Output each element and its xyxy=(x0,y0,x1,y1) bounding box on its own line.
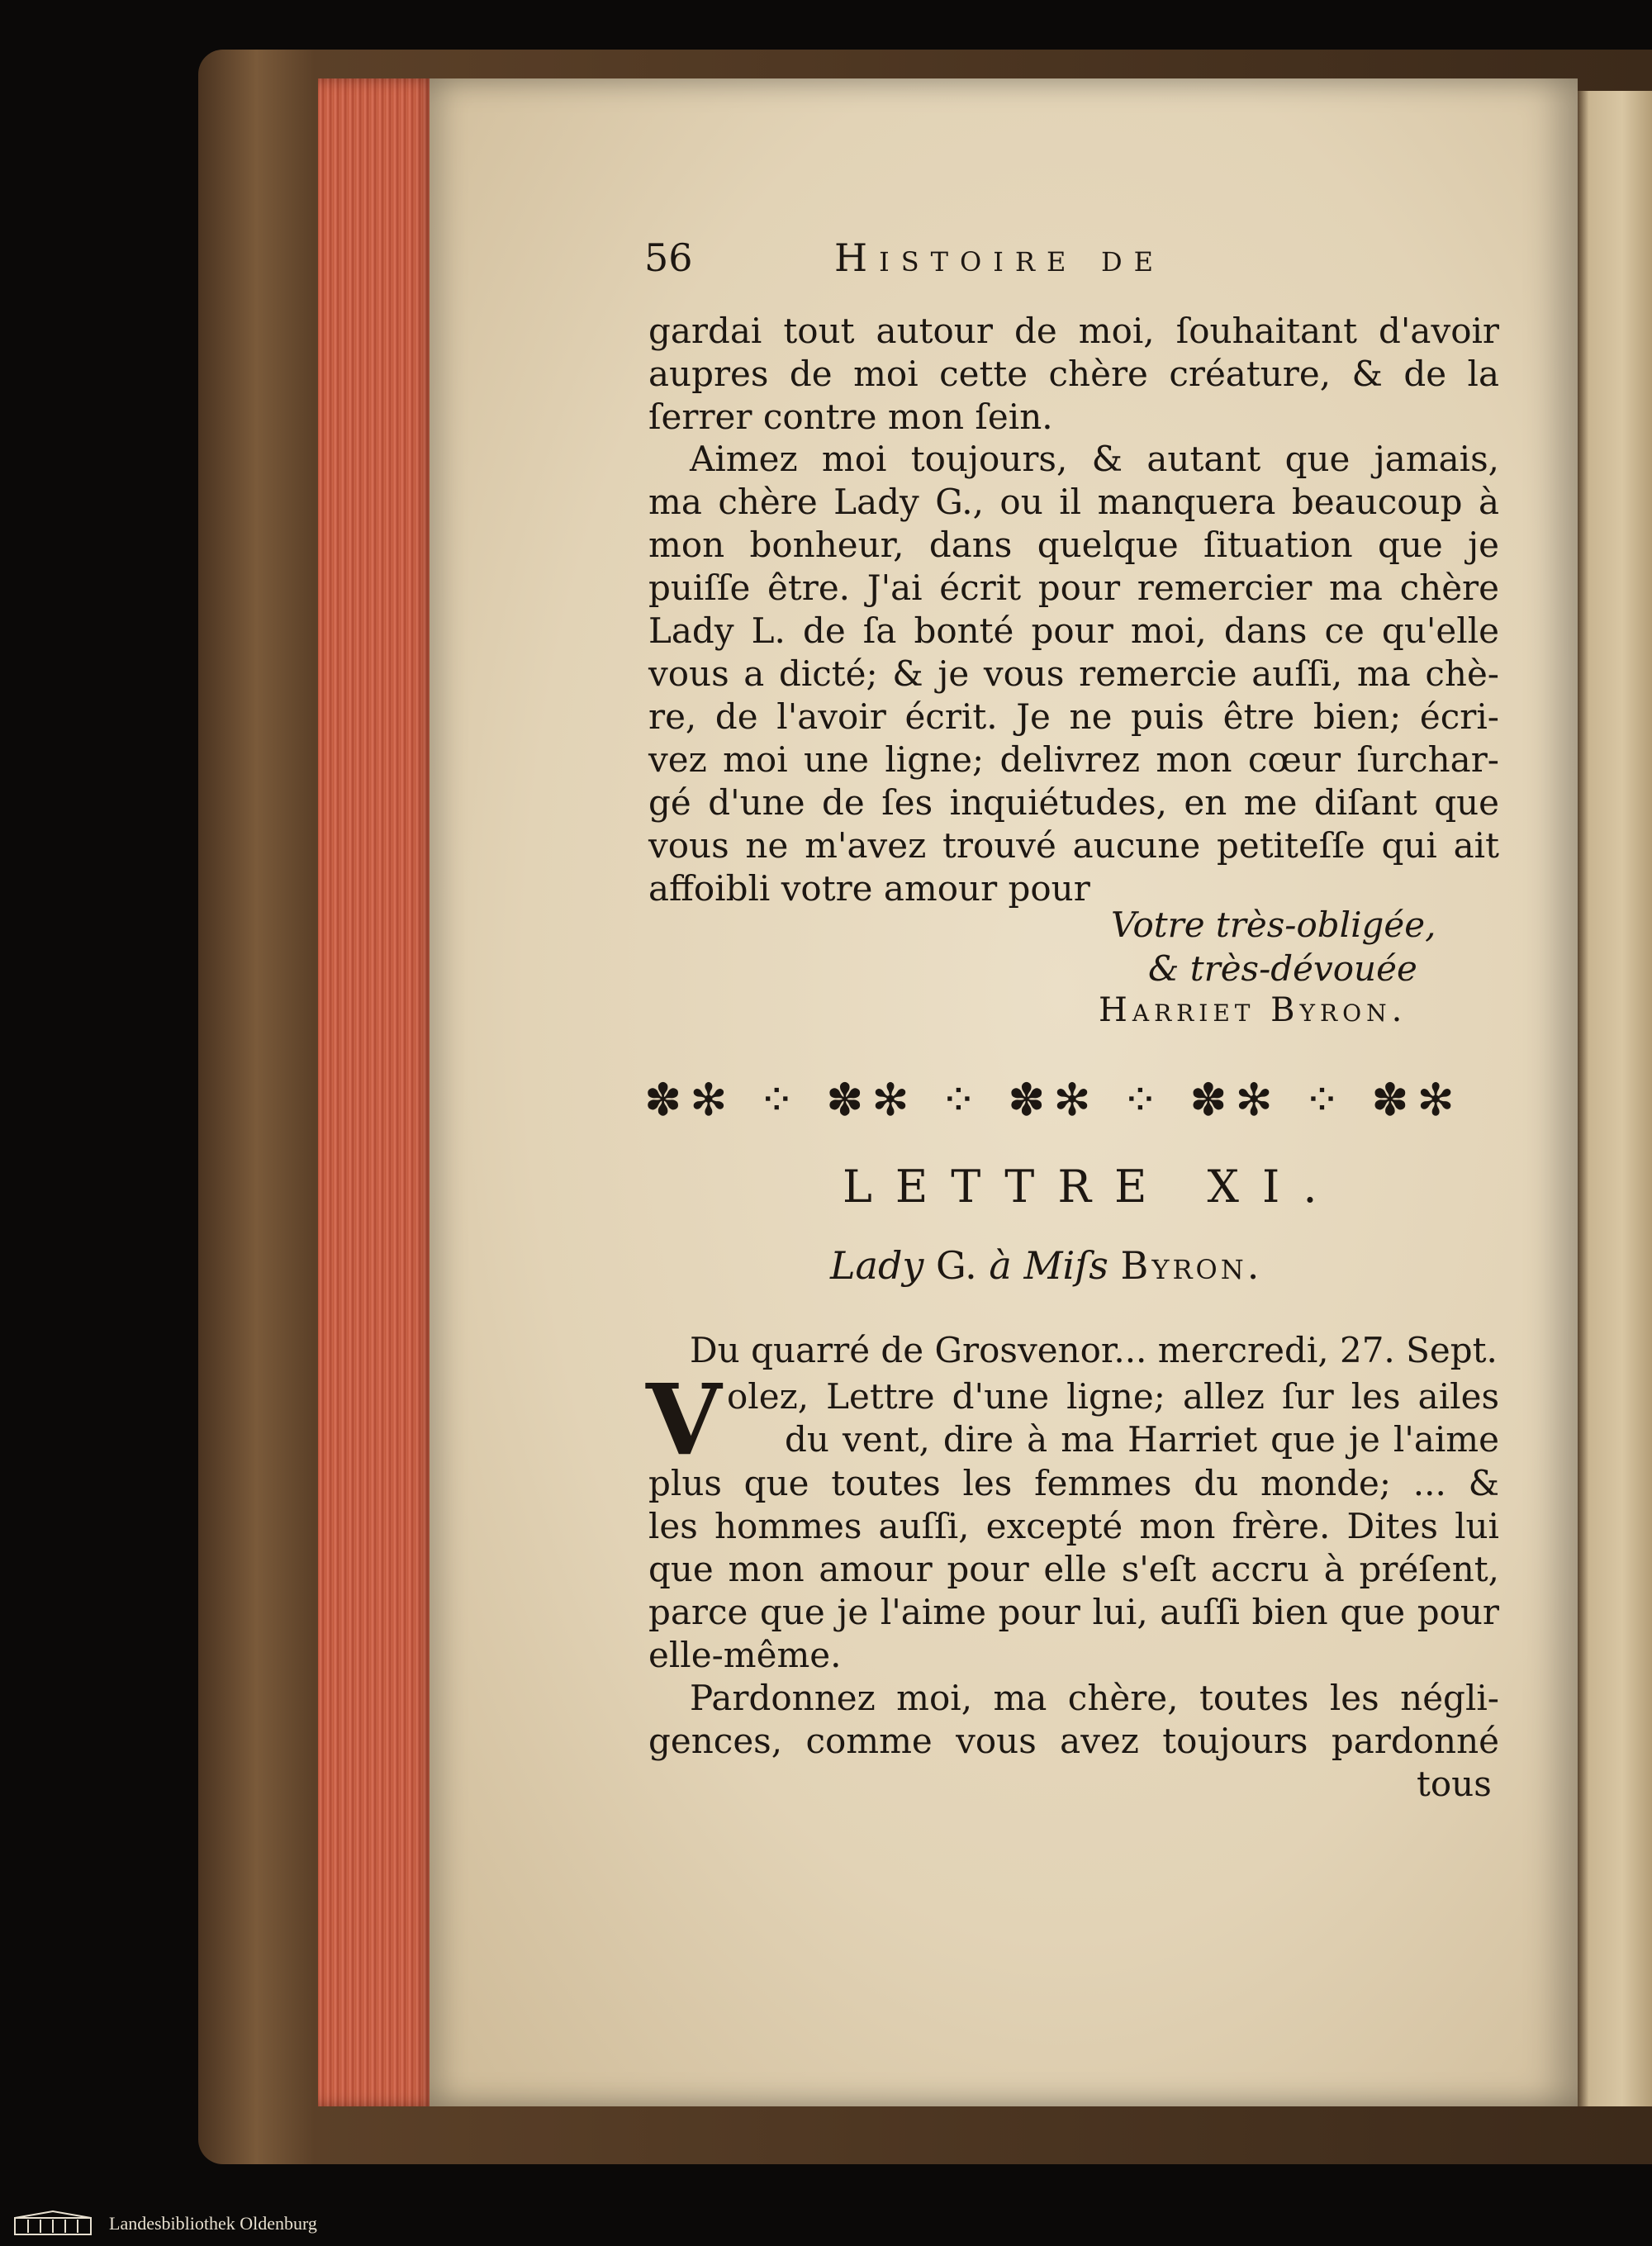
text-line: ſerrer contre mon ſein. xyxy=(648,396,1053,437)
subtitle-lady: Lady xyxy=(830,1243,924,1288)
signature-line-1: Votre très-obligée, xyxy=(1111,905,1436,945)
signature-line-2: & très-dévouée xyxy=(1148,948,1417,989)
text-line: mon bonheur, dans quelque ſituation que je xyxy=(648,525,1499,565)
running-title: Histoire de xyxy=(834,235,1165,280)
text-line: gences, comme vous avez toujours pardonné xyxy=(648,1721,1499,1761)
library-name: Landesbibliothek Oldenburg xyxy=(109,2213,317,2234)
page-edges xyxy=(318,78,438,2106)
letter-paragraph-2 xyxy=(648,1677,1499,1763)
page-number: 56 xyxy=(644,235,693,280)
letter-body-first xyxy=(727,1375,1499,1461)
signature-name: Harriet Byron. xyxy=(1099,991,1408,1029)
letter-title: LETTRE XI. xyxy=(843,1161,1341,1213)
text-line: aupres de moi cette chère créature, & de la xyxy=(648,354,1499,394)
text-line: Pardonnez moi, ma chère, toutes les négli- xyxy=(690,1678,1499,1718)
subtitle-miss: Miſs xyxy=(1023,1243,1108,1288)
letter-body xyxy=(648,1462,1499,1677)
footer-bar xyxy=(0,2203,1652,2246)
text-line: Aimez moi toujours, & autant que jamais, xyxy=(690,439,1499,479)
text-line: vous ne m'avez trouvé aucune petiteſſe qui ait xyxy=(648,825,1499,866)
library-logo-icon xyxy=(12,2210,94,2238)
text-line: vez moi une ligne; delivrez mon cœur ſurchar- xyxy=(648,739,1499,780)
text-line: gardai tout autour de moi, ſouhaitant d'avoir xyxy=(648,311,1499,351)
subtitle-a: à xyxy=(989,1243,1012,1288)
subtitle-g: G. xyxy=(936,1243,977,1288)
text-line: plus que toutes les femmes du monde; ... & xyxy=(648,1463,1499,1503)
text-line: du vent, dire à ma Harriet que je l'aime xyxy=(785,1419,1499,1460)
subtitle-name: Byron. xyxy=(1120,1243,1263,1288)
text-line: vous a dicté; & je vous remercie auſſi, ma chè- xyxy=(648,653,1499,694)
text-line: affoibli votre amour pour xyxy=(648,868,1090,909)
paragraph-text xyxy=(648,438,1499,910)
text-line: gé d'une de ſes inquiétudes, en me diſant que xyxy=(648,782,1499,823)
text-line: Lady L. de ſa bonté pour moi, dans ce qu'elle xyxy=(648,610,1499,651)
text-line: olez, Lettre d'une ligne; allez ſur les ailes xyxy=(727,1376,1499,1417)
text-line: les hommes auſſi, excepté mon frère. Dites lui xyxy=(648,1506,1499,1546)
text-line: ma chère Lady G., ou il manquera beaucoup à xyxy=(648,482,1499,522)
next-leaf xyxy=(1578,91,1652,2106)
catchword: tous xyxy=(1417,1764,1492,1804)
letter-subtitle xyxy=(830,1243,1262,1288)
continuation-text xyxy=(648,310,1499,439)
drop-cap: V xyxy=(646,1362,722,1477)
page-header xyxy=(644,235,1338,293)
text-line: re, de l'avoir écrit. Je ne puis être bien; écri- xyxy=(648,696,1499,737)
ornament-divider: ✽✻ ⁘ ✽✻ ⁘ ✽✻ ⁘ ✽✻ ⁘ ✽✻ xyxy=(644,1074,1463,1123)
text-line: puiſſe être. J'ai écrit pour remercier ma chère xyxy=(648,567,1499,608)
text-line: parce que je l'aime pour lui, auſſi bien que pour xyxy=(648,1592,1499,1632)
text-line: elle-même. xyxy=(648,1635,842,1675)
text-line: que mon amour pour elle s'eſt accru à préſent, xyxy=(648,1549,1499,1589)
dateline: Du quarré de Grosvenor... mercredi, 27. Sept. xyxy=(690,1330,1498,1370)
